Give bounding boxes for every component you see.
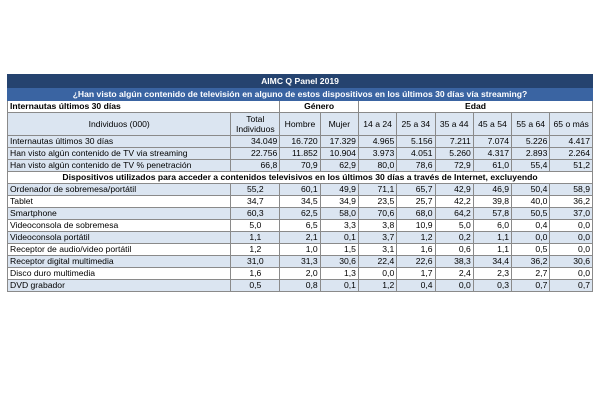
row-total: 22.756 <box>231 148 280 160</box>
header-age-35-44: 35 a 44 <box>435 113 473 136</box>
row-value: 0,6 <box>435 244 473 256</box>
row-value: 58,9 <box>550 184 593 196</box>
row-value: 6,5 <box>280 220 320 232</box>
row-value: 42,9 <box>435 184 473 196</box>
row-label: Ordenador de sobremesa/portátil <box>8 184 231 196</box>
row-value: 2,0 <box>280 268 320 280</box>
row-label: Receptor de audio/video portátil <box>8 244 231 256</box>
row-total: 60,3 <box>231 208 280 220</box>
row-value: 57,8 <box>473 208 511 220</box>
row-value: 3,7 <box>358 232 396 244</box>
data-table-container <box>7 74 593 292</box>
row-total: 34,7 <box>231 196 280 208</box>
row-total: 0,5 <box>231 280 280 292</box>
row-value: 39,8 <box>473 196 511 208</box>
row-value: 22,4 <box>358 256 396 268</box>
group-header-row <box>8 101 593 113</box>
table-row <box>8 232 593 244</box>
row-label: Internautas últimos 30 días <box>8 136 231 148</box>
row-value: 30,6 <box>550 256 593 268</box>
row-value: 34,4 <box>473 256 511 268</box>
row-total: 5,0 <box>231 220 280 232</box>
row-value: 68,0 <box>397 208 435 220</box>
row-value: 2,7 <box>512 268 550 280</box>
header-hombre: Hombre <box>280 113 320 136</box>
row-value: 2,4 <box>435 268 473 280</box>
row-value: 0,0 <box>512 232 550 244</box>
row-value: 36,2 <box>550 196 593 208</box>
row-label: Han visto algún contenido de TV % penetración <box>8 160 231 172</box>
row-value: 0,0 <box>550 220 593 232</box>
row-value: 1,2 <box>397 232 435 244</box>
row-value: 0,1 <box>320 280 358 292</box>
row-value: 34,5 <box>280 196 320 208</box>
row-total: 66,8 <box>231 160 280 172</box>
row-value: 60,1 <box>280 184 320 196</box>
row-value: 30,6 <box>320 256 358 268</box>
table-row <box>8 160 593 172</box>
row-value: 25,7 <box>397 196 435 208</box>
table-row <box>8 220 593 232</box>
row-value: 0,4 <box>397 280 435 292</box>
row-value: 16.720 <box>280 136 320 148</box>
row-label: DVD grabador <box>8 280 231 292</box>
row-value: 70,9 <box>280 160 320 172</box>
column-header-row <box>8 113 593 136</box>
row-value: 46,9 <box>473 184 511 196</box>
row-value: 40,0 <box>512 196 550 208</box>
row-value: 3,8 <box>358 220 396 232</box>
row-value: 3,1 <box>358 244 396 256</box>
row-label: Smartphone <box>8 208 231 220</box>
table-title: AIMC Q Panel 2019 <box>8 75 593 88</box>
table-row <box>8 208 593 220</box>
question-row <box>8 88 593 101</box>
row-value: 51,2 <box>550 160 593 172</box>
row-value: 50,4 <box>512 184 550 196</box>
row-value: 4.317 <box>473 148 511 160</box>
table-row <box>8 268 593 280</box>
row-value: 6,0 <box>473 220 511 232</box>
row-value: 0,0 <box>550 232 593 244</box>
row-value: 37,0 <box>550 208 593 220</box>
row-value: 11.852 <box>280 148 320 160</box>
row-total: 1,6 <box>231 268 280 280</box>
row-value: 2.893 <box>512 148 550 160</box>
row-value: 0,4 <box>512 220 550 232</box>
row-value: 61,0 <box>473 160 511 172</box>
row-label: Receptor digital multimedia <box>8 256 231 268</box>
row-value: 70,6 <box>358 208 396 220</box>
row-value: 1,3 <box>320 268 358 280</box>
row-total: 31,0 <box>231 256 280 268</box>
row-value: 5.260 <box>435 148 473 160</box>
header-individuos: Individuos (000) <box>8 113 231 136</box>
row-value: 22,6 <box>397 256 435 268</box>
row-value: 0,0 <box>435 280 473 292</box>
row-value: 0,3 <box>473 280 511 292</box>
row-value: 0,1 <box>320 232 358 244</box>
row-value: 58,0 <box>320 208 358 220</box>
survey-table <box>7 74 593 292</box>
row-value: 1,5 <box>320 244 358 256</box>
row-label: Disco duro multimedia <box>8 268 231 280</box>
row-value: 5.226 <box>512 136 550 148</box>
row-value: 62,9 <box>320 160 358 172</box>
table-row <box>8 196 593 208</box>
header-mujer: Mujer <box>320 113 358 136</box>
row-value: 4.965 <box>358 136 396 148</box>
question-text: ¿Han visto algún contenido de televisión en alguno de estos dispositivos en los últimos 30 días vía streaming? <box>8 88 593 101</box>
table-row <box>8 244 593 256</box>
row-value: 1,2 <box>358 280 396 292</box>
row-value: 1,0 <box>280 244 320 256</box>
title-row <box>8 75 593 88</box>
table-row <box>8 256 593 268</box>
table-row <box>8 136 593 148</box>
row-total: 1,2 <box>231 244 280 256</box>
row-label: Videoconsola portátil <box>8 232 231 244</box>
row-value: 64,2 <box>435 208 473 220</box>
header-age-65-plus: 65 o más <box>550 113 593 136</box>
row-value: 0,8 <box>280 280 320 292</box>
row-value: 2.264 <box>550 148 593 160</box>
row-value: 3,3 <box>320 220 358 232</box>
row-value: 65,7 <box>397 184 435 196</box>
section-header-row <box>8 172 593 184</box>
row-value: 36,2 <box>512 256 550 268</box>
age-label: Edad <box>358 101 592 113</box>
header-age-14-24: 14 a 24 <box>358 113 396 136</box>
row-value: 17.329 <box>320 136 358 148</box>
section-title: Dispositivos utilizados para acceder a contenidos televisivos en los últimos 30 días a través de Internet, excluyendo <box>8 172 593 184</box>
gender-label: Género <box>280 101 359 113</box>
row-value: 1,1 <box>473 244 511 256</box>
row-value: 5,0 <box>435 220 473 232</box>
row-value: 0,0 <box>550 268 593 280</box>
row-value: 62,5 <box>280 208 320 220</box>
row-value: 4.417 <box>550 136 593 148</box>
base-label: Internautas últimos 30 días <box>8 101 280 113</box>
row-value: 7.074 <box>473 136 511 148</box>
row-value: 78,6 <box>397 160 435 172</box>
row-value: 0,0 <box>550 244 593 256</box>
row-label: Han visto algún contenido de TV via streaming <box>8 148 231 160</box>
row-value: 80,0 <box>358 160 396 172</box>
row-label: Tablet <box>8 196 231 208</box>
row-value: 5.156 <box>397 136 435 148</box>
header-age-25-34: 25 a 34 <box>397 113 435 136</box>
table-row <box>8 184 593 196</box>
row-value: 1,6 <box>397 244 435 256</box>
row-value: 49,9 <box>320 184 358 196</box>
header-age-45-54: 45 a 54 <box>473 113 511 136</box>
row-total: 34.049 <box>231 136 280 148</box>
row-label: Videoconsola de sobremesa <box>8 220 231 232</box>
row-value: 31,3 <box>280 256 320 268</box>
row-total: 55,2 <box>231 184 280 196</box>
row-value: 1,1 <box>473 232 511 244</box>
table-row <box>8 280 593 292</box>
row-value: 10.904 <box>320 148 358 160</box>
row-value: 72,9 <box>435 160 473 172</box>
header-age-55-64: 55 a 64 <box>512 113 550 136</box>
row-value: 7.211 <box>435 136 473 148</box>
row-value: 3.973 <box>358 148 396 160</box>
header-total: Total Individuos <box>231 113 280 136</box>
row-value: 34,9 <box>320 196 358 208</box>
row-value: 0,7 <box>550 280 593 292</box>
row-value: 4.051 <box>397 148 435 160</box>
row-value: 50,5 <box>512 208 550 220</box>
table-row <box>8 148 593 160</box>
row-value: 71,1 <box>358 184 396 196</box>
row-value: 0,7 <box>512 280 550 292</box>
row-value: 55,4 <box>512 160 550 172</box>
row-value: 2,3 <box>473 268 511 280</box>
row-value: 0,5 <box>512 244 550 256</box>
row-value: 10,9 <box>397 220 435 232</box>
row-value: 2,1 <box>280 232 320 244</box>
row-total: 1,1 <box>231 232 280 244</box>
row-value: 42,2 <box>435 196 473 208</box>
row-value: 23,5 <box>358 196 396 208</box>
row-value: 38,3 <box>435 256 473 268</box>
row-value: 0,0 <box>358 268 396 280</box>
row-value: 1,7 <box>397 268 435 280</box>
row-value: 0,2 <box>435 232 473 244</box>
